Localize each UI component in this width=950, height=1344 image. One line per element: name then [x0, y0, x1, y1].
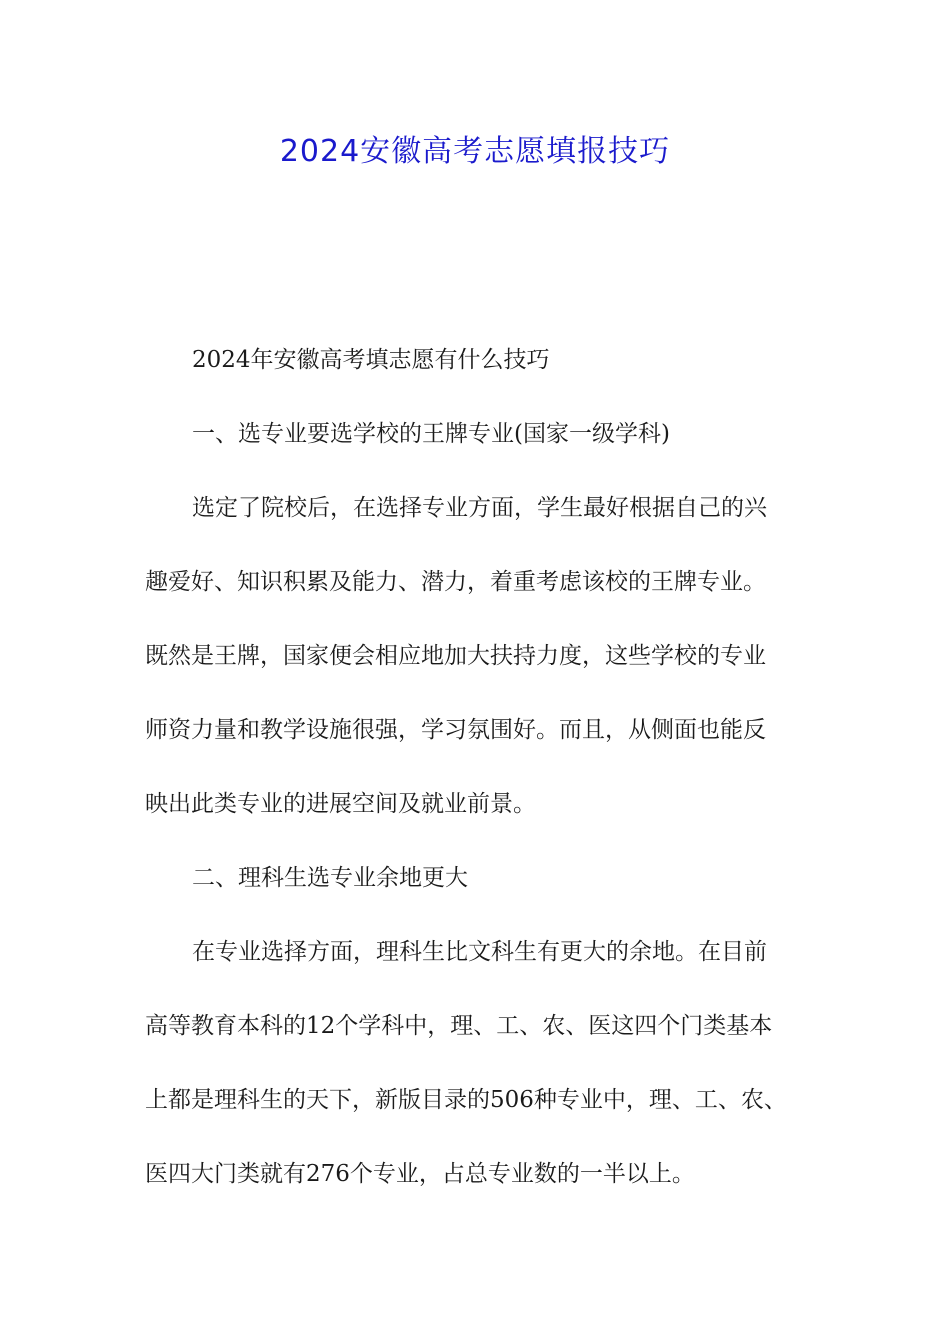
document-title: 2024安徽高考志愿填报技巧 [279, 134, 671, 169]
paragraph-line: 医四大门类就有276个专业，占总专业数的一半以上。 [145, 1161, 695, 1187]
paragraph-line: 趣爱好、知识积累及能力、潜力，着重考虑该校的王牌专业。 [145, 569, 766, 595]
heading-question: 2024年安徽高考填志愿有什么技巧 [192, 347, 550, 373]
paragraph-line: 师资力量和教学设施很强，学习氛围好。而且，从侧面也能反 [145, 717, 766, 743]
document-body [145, 338, 825, 1226]
paragraph-line: 高等教育本科的12个学科中，理、工、农、医这四个门类基本 [145, 1013, 773, 1039]
paragraph-line: 既然是王牌，国家便会相应地加大扶持力度，这些学校的专业 [145, 643, 766, 669]
paragraph-line: 映出此类专业的进展空间及就业前景。 [145, 791, 536, 817]
section-heading-2: 二、理科生选专业余地更大 [192, 865, 468, 891]
paragraph-line: 选定了院校后，在选择专业方面，学生最好根据自己的兴 [192, 495, 767, 521]
section-heading-1: 一、选专业要选学校的王牌专业(国家一级学科) [192, 421, 670, 447]
paragraph-line: 在专业选择方面，理科生比文科生有更大的余地。在目前 [192, 939, 767, 965]
paragraph-line: 上都是理科生的天下，新版目录的506种专业中，理、工、农、 [145, 1087, 787, 1113]
